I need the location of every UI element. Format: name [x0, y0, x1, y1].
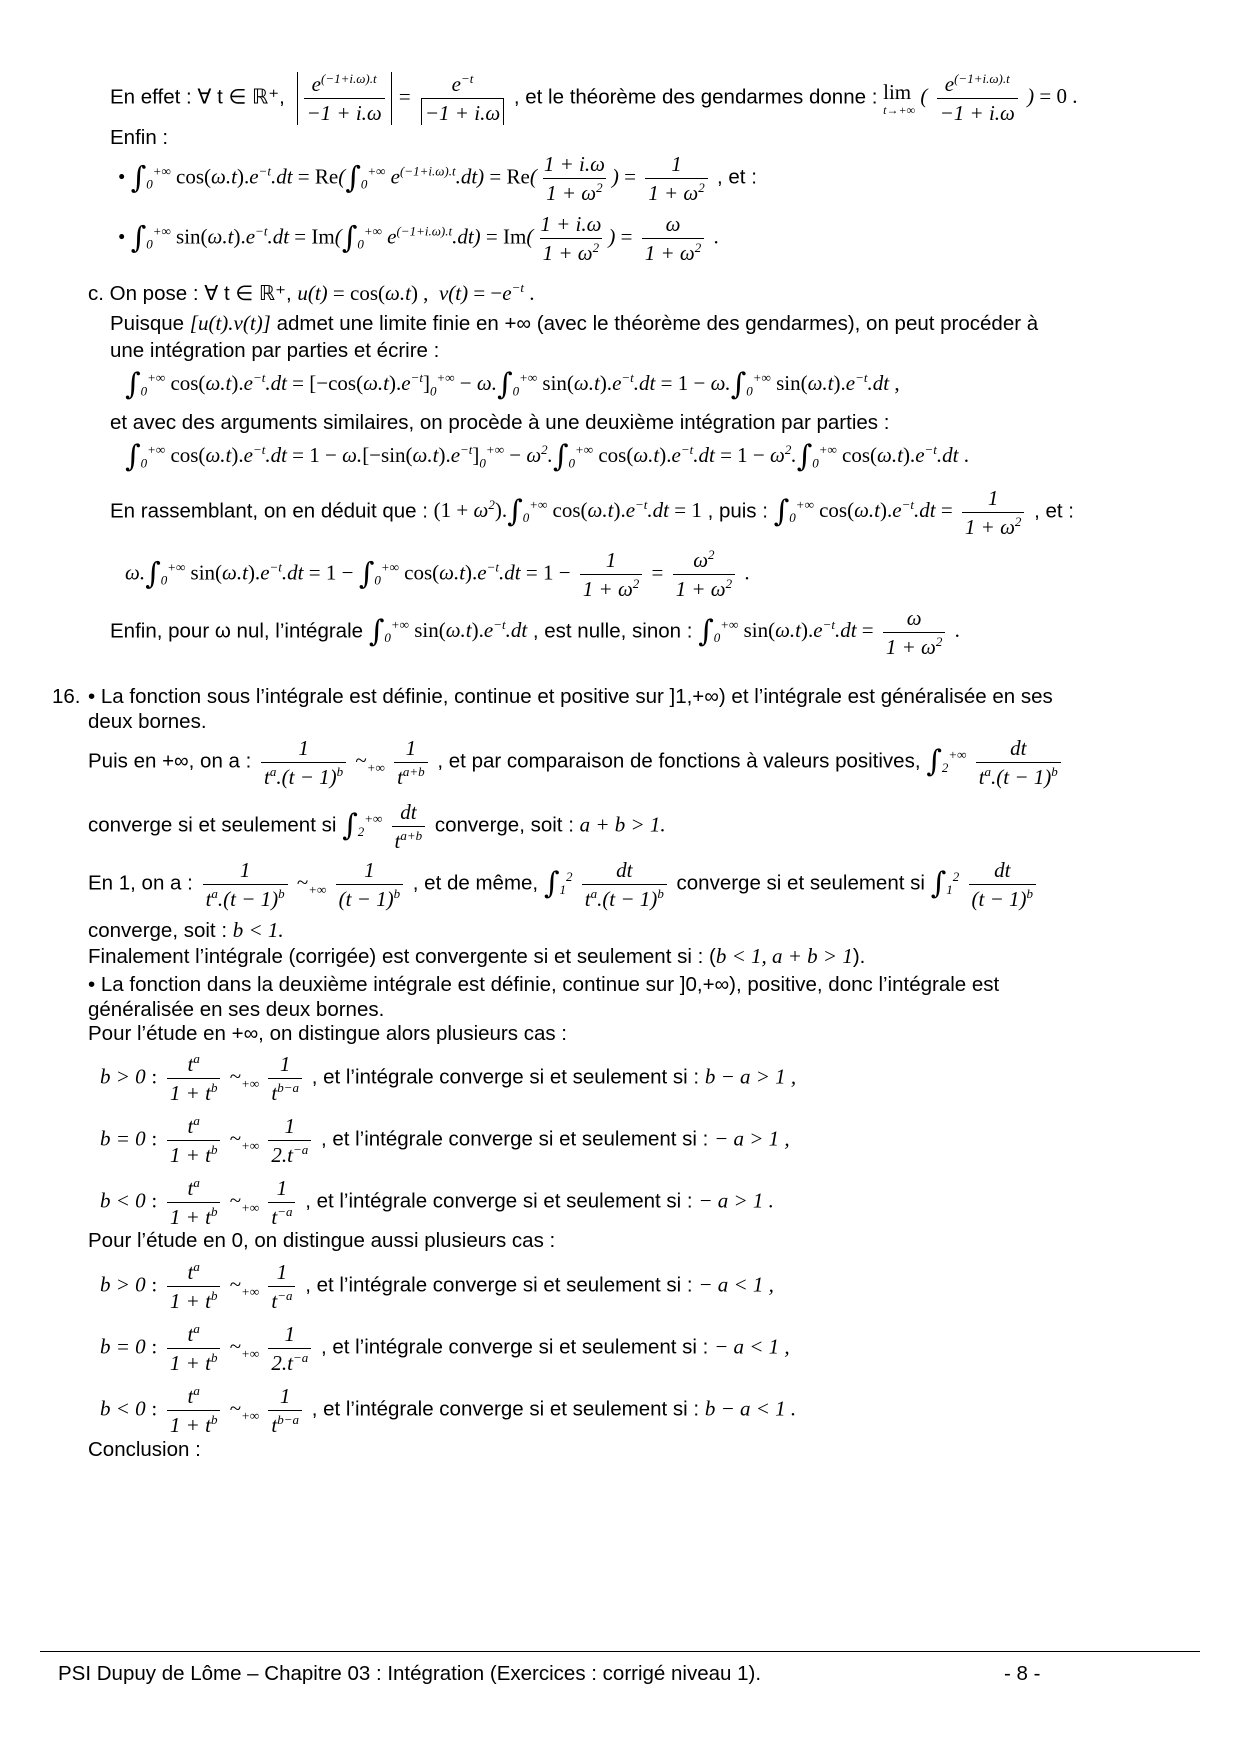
text-line: deux bornes. — [88, 710, 207, 733]
text-line: Pour l’étude en +∞, on distingue alors plusieurs cas : — [88, 1022, 567, 1045]
case-row: b = 0 : $\frac{t^a}{1 + t^b}$ $\sim_{+\infty}$ $\frac{1}{2.t^{-a}}$ , et l’intégrale converge si et seulement si : − a > 1 , — [100, 1113, 790, 1168]
text-line: converge si et seulement si $\int_2^{+\infty}$ $\frac{dt}{t^{a+b}}$ converge, soit : a + b > 1. — [88, 800, 666, 854]
text-line: et avec des arguments similaires, on procède à une deuxième intégration par parties : — [110, 411, 890, 434]
exercise-number: 16. — [52, 685, 81, 708]
case-row: b < 0 : $\frac{t^a}{1 + t^b}$ $\sim_{+\infty}$ $\frac{1}{t^{b-a}}$ , et l’intégrale converge si et seulement si : b − a < 1 . — [100, 1383, 797, 1438]
footer-title: PSI Dupuy de Lôme – Chapitre 03 : Intégration (Exercices : corrigé niveau 1). — [58, 1662, 762, 1685]
bullet-formula: • $\int_0^{+\infty}$ $\sin(\omega.t).e^{-t}.dt = Im(\int_0^{+\infty}$ $e^{(-1+i.\omega).t}.dt) = Im$( $\frac{1 + i.\omega}{1 + \omega^2}$ ) = $\frac{\omega}{1 + \omega^2}$ . — [118, 212, 719, 266]
footer-divider — [40, 1651, 1200, 1652]
text-line: généralisée en ses deux bornes. — [88, 998, 385, 1021]
text-line: Enfin : — [110, 126, 169, 149]
text-line: Enfin, pour ω nul, l’intégrale $\int_0^{+\infty}$ $\sin(\omega.t).e^{-t}.dt$ , est nulle, sinon : $\int_0^{+\infty}$ $\sin(\omega.t).e^{-t}.dt$ = $\frac{\omega}{1 + \omega^2}$ . — [110, 606, 960, 660]
formula-ipp1: $\int_0^{+\infty}$ $\cos(\omega.t).e^{-t}.dt = [-\cos(\omega.t).e^{-t}]_0^{+\infty} - \omega.\int_0^{+\infty}$ $\sin(\omega.t).e^{-t}.dt = 1 - \omega.\int_0^{+\infty}$ $\sin(\omega.t).e^{-t}.dt$ , — [125, 367, 900, 402]
text-line: En effet : ∀ t ∈ ℝ⁺, $\frac{e^{(-1+i.\omega).t}}{-1 + i.\omega}$ = $\frac{e^{-t}}{-1 + i.\omega}$ , et le théorème des gendarmes donne : lim t→+∞ ( $\frac{e^{(-1+i.\omega).t}}{-1 + i.\omega}$ ) = 0 . — [110, 71, 1078, 126]
text-line: • La fonction dans la deuxième intégrale est définie, continue sur ]0,+∞), positive, donc l’intégrale est — [88, 973, 1000, 996]
text-line: converge, soit : b < 1. — [88, 918, 284, 942]
text-line: En rassemblant, on en déduit que : $(1 + \omega^2).\int_0^{+\infty}$ $\cos(\omega.t).e^{-t}.dt = 1$ , puis : $\int_0^{+\infty}$ $\cos(\omega.t).e^{-t}.dt$ = $\frac{1}{1 + \omega^2}$ , et : — [110, 486, 1075, 540]
text-line: • La fonction sous l’intégrale est définie, continue et positive sur ]1,+∞) et l’intégrale est généralisée en ses — [88, 685, 1053, 708]
case-row: b > 0 : $\frac{t^a}{1 + t^b}$ $\sim_{+\infty}$ $\frac{1}{t^{-a}}$ , et l’intégrale converge si et seulement si : − a < 1 , — [100, 1259, 774, 1314]
case-row: b > 0 : $\frac{t^a}{1 + t^b}$ $\sim_{+\infty}$ $\frac{1}{t^{b-a}}$ , et l’intégrale converge si et seulement si : b − a > 1 , — [100, 1051, 797, 1106]
text-line: En 1, on a : $\frac{1}{t^a.(t - 1)^b}$ $\sim_{+\infty}$ $\frac{1}{(t - 1)^b}$ , et de même, $\int_1^2$ $\frac{dt}{t^a.(t - 1)^b}$ converge si et seulement si $\int_1^2$ $\frac{dt}{(t - 1)^b}$ — [88, 858, 1040, 911]
text-line: Puisque [u(t).v(t)] admet une limite finie en +∞ (avec le théorème des gendarmes), on peut procéder à — [110, 311, 1039, 335]
text-line: Puis en +∞, on a : $\frac{1}{t^a.(t - 1)^b}$ $\sim_{+\infty}$ $\frac{1}{t^{a+b}}$ , et par comparaison de fonctions à valeurs positives, $\int_2^{+\infty}$ $\frac{dt}{t^a.(t - 1)^b}$ — [88, 736, 1065, 789]
case-row: b < 0 : $\frac{t^a}{1 + t^b}$ $\sim_{+\infty}$ $\frac{1}{t^{-a}}$ , et l’intégrale converge si et seulement si : − a > 1 . — [100, 1175, 774, 1230]
formula-omega: $\omega.\int_0^{+\infty}$ $\sin(\omega.t).e^{-t}.dt = 1 - \int_0^{+\infty}$ $\cos(\omega.t).e^{-t}.dt = 1$ − $\frac{1}{1 + \omega^2}$ = $\frac{\omega^2}{1 + \omega^2}$ . — [125, 547, 750, 602]
text-line: Conclusion : — [88, 1438, 201, 1461]
page-number: - 8 - — [1004, 1662, 1041, 1685]
case-row: b = 0 : $\frac{t^a}{1 + t^b}$ $\sim_{+\infty}$ $\frac{1}{2.t^{-a}}$ , et l’intégrale converge si et seulement si : − a < 1 , — [100, 1321, 790, 1376]
bullet-formula: • $\int_0^{+\infty}$ $\cos(\omega.t).e^{-t}.dt = Re(\int_0^{+\infty}$ $e^{(-1+i.\omega).t}.dt) = Re$( $\frac{1 + i.\omega}{1 + \omega^2}$ ) = $\frac{1}{1 + \omega^2}$ , et : — [118, 152, 757, 206]
text-line: Finalement l’intégrale (corrigée) est convergente si et seulement si : (b < 1, a + b > 1). — [88, 944, 866, 968]
text-line: une intégration par parties et écrire : — [110, 339, 440, 362]
formula-ipp2: $\int_0^{+\infty}$ $\cos(\omega.t).e^{-t}.dt = 1 - \omega.[-\sin(\omega.t).e^{-t}]_0^{+\infty} - \omega^2.\int_0^{+\infty}$ $\cos(\omega.t).e^{-t}.dt = 1 - \omega^2.\int_0^{+\infty}$ $\cos(\omega.t).e^{-t}.dt$ . — [125, 439, 969, 474]
text-line: Pour l’étude en 0, on distingue aussi plusieurs cas : — [88, 1229, 556, 1252]
text-line: c. On pose : ∀ t ∈ ℝ⁺, u(t) = cos(ω.t) , $v(t) = -e^{-t}$ . — [88, 280, 535, 305]
